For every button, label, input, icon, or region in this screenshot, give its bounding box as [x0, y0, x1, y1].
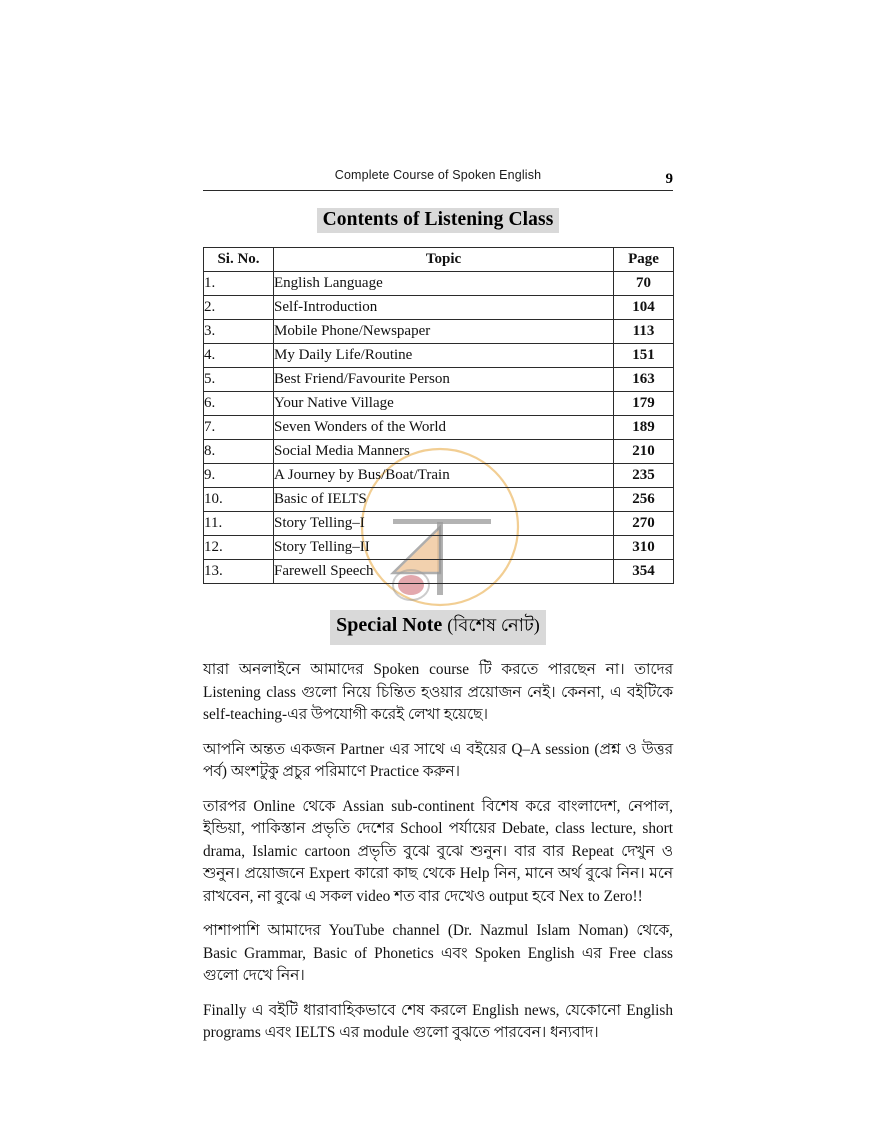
special-note-paragraph: তারপর Online থেকে Assian sub-continent বিশেষ করে বাংলাদেশ, নেপাল, ইন্ডিয়া, পাকিস্তান প্রভৃতি দেশের School পর্যায়ের Debate, class lecture, short drama, Islamic cartoon প্রভৃতি বুঝে বুঝে শুনুন। বার বার Repeat দেখুন ও শুনুন। প্রয়োজনে Expert কারো কাছ থেকে Help নিন, মানে অর্থ বুঝে নিন। মনে রাখবেন, না বুঝে এ সকল video শত বার দেখেও output হবে Nex to Zero!!	[203, 797, 673, 905]
cell-page: 163	[614, 368, 674, 392]
cell-topic: Social Media Manners	[274, 440, 614, 464]
table-row	[204, 488, 674, 512]
cell-sl: 8.	[204, 440, 274, 464]
cell-sl: 10.	[204, 488, 274, 512]
running-header	[203, 168, 673, 191]
cell-page: 179	[614, 392, 674, 416]
cell-page: 151	[614, 344, 674, 368]
contents-table-body	[204, 272, 674, 584]
special-note-title-bangla: (বিশেষ নোট)	[447, 615, 540, 635]
special-note-paragraph: পাশাপাশি আমাদের YouTube channel (Dr. Nazmul Islam Noman) থেকে, Basic Grammar, Basic of Phonetics এবং Spoken English এর Free class গুলো দেখে নিন।	[203, 922, 673, 984]
cell-topic: Your Native Village	[274, 392, 614, 416]
contents-table	[203, 247, 674, 584]
cell-page: 354	[614, 560, 674, 584]
column-header-sl: Si. No.	[204, 248, 274, 272]
cell-page: 235	[614, 464, 674, 488]
cell-topic: English Language	[274, 272, 614, 296]
cell-page: 310	[614, 536, 674, 560]
cell-topic: Story Telling–I	[274, 512, 614, 536]
cell-page: 210	[614, 440, 674, 464]
cell-topic: Story Telling–II	[274, 536, 614, 560]
table-row	[204, 368, 674, 392]
special-note-title-block	[203, 610, 673, 645]
cell-topic: Seven Wonders of the World	[274, 416, 614, 440]
table-row	[204, 440, 674, 464]
cell-sl: 7.	[204, 416, 274, 440]
cell-topic: A Journey by Bus/Boat/Train	[274, 464, 614, 488]
table-row	[204, 392, 674, 416]
special-note-paragraph: যারা অনলাইনে আমাদের Spoken course টি করতে পারছেন না। তাদের Listening class গুলো নিয়ে চিন্তিত হওয়ার প্রয়োজন নেই। কেননা, এ বইটিকে self-teaching-এর উপযোগী করেই লেখা হয়েছে।	[203, 661, 673, 723]
cell-page: 104	[614, 296, 674, 320]
contents-title-block	[203, 208, 673, 233]
special-note-title-english: Special Note	[336, 614, 448, 636]
cell-sl: 6.	[204, 392, 274, 416]
cell-topic: Basic of IELTS	[274, 488, 614, 512]
cell-topic: Farewell Speech	[274, 560, 614, 584]
cell-sl: 5.	[204, 368, 274, 392]
contents-title: Contents of Listening Class	[317, 208, 560, 233]
special-note-body	[203, 659, 673, 1045]
table-row	[204, 320, 674, 344]
cell-topic: My Daily Life/Routine	[274, 344, 614, 368]
cell-page: 270	[614, 512, 674, 536]
running-header-title: Complete Course of Spoken English	[334, 168, 542, 182]
cell-sl: 9.	[204, 464, 274, 488]
cell-sl: 4.	[204, 344, 274, 368]
cell-page: 189	[614, 416, 674, 440]
contents-table-head	[204, 248, 674, 272]
cell-sl: 1.	[204, 272, 274, 296]
cell-sl: 12.	[204, 536, 274, 560]
cell-topic: Best Friend/Favourite Person	[274, 368, 614, 392]
cell-topic: Mobile Phone/Newspaper	[274, 320, 614, 344]
cell-sl: 11.	[204, 512, 274, 536]
column-header-page: Page	[614, 248, 674, 272]
cell-topic: Self-Introduction	[274, 296, 614, 320]
page-number: 9	[665, 171, 673, 187]
column-header-topic: Topic	[274, 248, 614, 272]
cell-page: 70	[614, 272, 674, 296]
cell-page: 113	[614, 320, 674, 344]
table-row	[204, 536, 674, 560]
cell-page: 256	[614, 488, 674, 512]
table-row	[204, 464, 674, 488]
table-header-row	[204, 248, 674, 272]
special-note-paragraph: Finally এ বইটি ধারাবাহিকভাবে শেষ করলে English news, যেকোনো English programs এবং IELTS এর module গুলো বুঝতে পারবেন। ধন্যবাদ।	[203, 1001, 673, 1041]
table-row	[204, 296, 674, 320]
table-row	[204, 272, 674, 296]
cell-sl: 2.	[204, 296, 274, 320]
table-row	[204, 512, 674, 536]
special-note-title	[330, 610, 546, 645]
table-row	[204, 416, 674, 440]
page-content	[203, 168, 673, 1045]
table-row	[204, 560, 674, 584]
cell-sl: 13.	[204, 560, 274, 584]
table-row	[204, 344, 674, 368]
special-note-paragraph: আপনি অন্তত একজন Partner এর সাথে এ বইয়ের Q–A session (প্রশ্ন ও উত্তর পর্ব) অংশটুকু প্রচুর পরিমাণে Practice করুন।	[203, 740, 673, 780]
cell-sl: 3.	[204, 320, 274, 344]
